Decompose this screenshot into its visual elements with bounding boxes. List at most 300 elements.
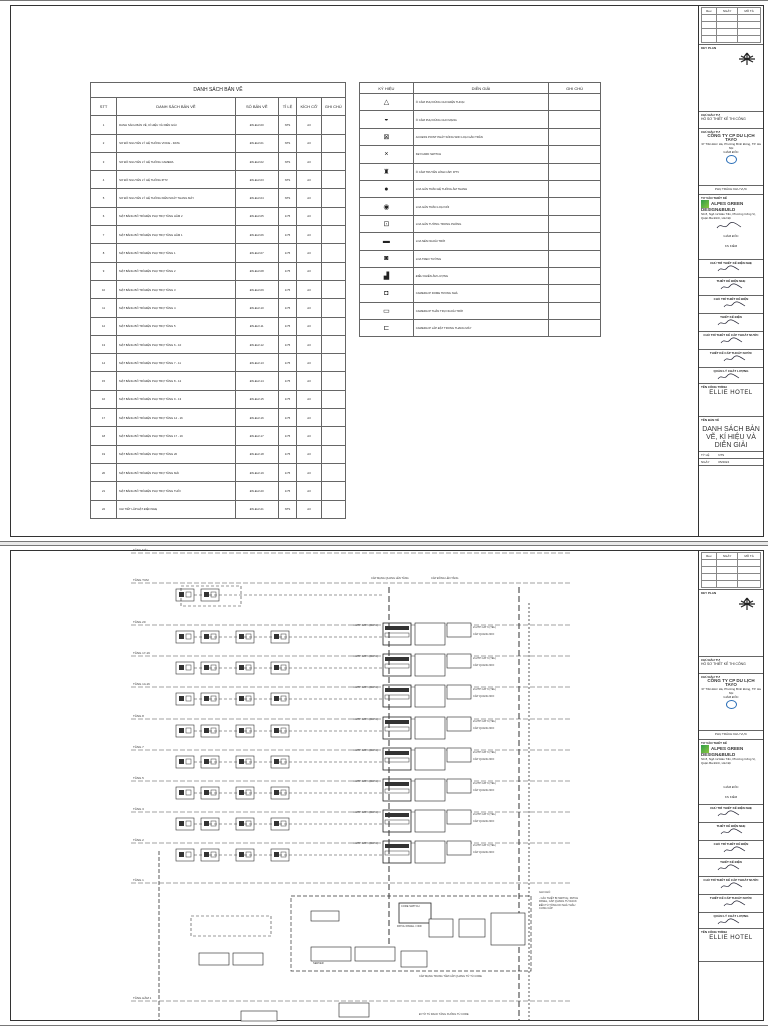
table-cell xyxy=(321,335,345,353)
cable-label: 4xUTP CAT 6 (DATA) xyxy=(353,655,378,658)
table-row xyxy=(91,445,346,463)
outlet-icon xyxy=(179,790,184,795)
rack-detail-box xyxy=(415,779,445,801)
symbol-note xyxy=(549,302,601,319)
table-cell: A3 xyxy=(297,390,321,408)
consultant-address: Số 8, Ngõ 12 Đào Tấn, Phường Cống Vị, Quận Ba Đình, Hà Nội xyxy=(701,212,756,220)
sheet-frame xyxy=(10,550,764,1021)
floor-label: TẦNG 2 xyxy=(133,838,144,842)
owner-label: CHỦ ĐẦU TƯ xyxy=(701,113,720,117)
floor-outlet-box xyxy=(176,589,194,601)
symbol-note xyxy=(549,163,601,180)
cable-label: 4xUTP CAT 6 (DATA) xyxy=(353,811,378,814)
table-cell: ĐN-ELV-07 xyxy=(235,244,278,262)
symbol-header-cell: GHI CHÚ xyxy=(549,83,601,94)
signature-icon xyxy=(720,337,744,345)
symbol-row xyxy=(360,111,601,128)
table-cell: A3 xyxy=(297,317,321,335)
table-cell: 5 xyxy=(91,189,117,207)
list-title: DANH SÁCH BẢN VẼ xyxy=(91,83,346,98)
floor-label: TẦNG 1 xyxy=(133,878,144,882)
role-label: THIẾT KẾ CẤP THOÁT NƯỚC xyxy=(709,351,753,355)
floor-label: TẦNG 3 xyxy=(133,807,144,811)
table-cell xyxy=(321,280,345,298)
director-label: GIÁM ĐỐC xyxy=(723,695,739,699)
rack-detail-box xyxy=(415,623,445,645)
role-label: THIẾT KẾ ĐIỆN xyxy=(720,860,742,864)
cable-label: 2xUTP CAT 6 (TEL) xyxy=(473,626,496,629)
symbol-description: Ổ CẮM PHỤ DÙNG CHO MẠNG xyxy=(413,111,548,128)
table-row xyxy=(91,280,346,298)
table-cell: MẶT BẰNG BỐ TRÍ ĐIỆN PHỤ TRỢ TẦNG 6 - 10 xyxy=(117,335,236,353)
basement-rack-box xyxy=(241,1011,277,1021)
floor-label: TẦNG 14-16 xyxy=(133,682,150,686)
roles-section xyxy=(699,805,763,929)
table-cell: ĐN-ELV-06 xyxy=(235,226,278,244)
volume-control-icon: ▟ xyxy=(360,267,414,284)
signature-icon xyxy=(717,918,741,926)
table-cell: A3 xyxy=(297,134,321,152)
checker-label: KS KIỂM xyxy=(724,244,738,248)
wifi-access-point-icon: ⊠ xyxy=(360,128,414,145)
consultant-label: TƯ VẤN THIẾT KẾ xyxy=(701,196,727,200)
role-label: CHỦ TRÌ THIẾT KẾ ĐIỆN NHẸ xyxy=(710,806,752,810)
drawing-title: DANH SÁCH BẢN VẼ, KÍ HIỆU VÀ DIỄN GIẢI xyxy=(702,426,760,449)
table-cell: 1/75 xyxy=(278,427,296,445)
symbol-header-cell: KÝ HIỆU xyxy=(360,83,414,94)
table-cell: 1/75 xyxy=(278,463,296,481)
table-cell: A3 xyxy=(297,500,321,518)
rev-header: Rev. xyxy=(702,8,717,15)
project-section xyxy=(699,929,763,962)
owner-label: CHỦ ĐẦU TƯ xyxy=(701,658,720,662)
core-label: CORE SWITCH xyxy=(401,905,420,908)
signature-icon xyxy=(717,864,741,872)
floor-label: TẦNG 5 xyxy=(133,776,144,780)
table-cell: A3 xyxy=(297,116,321,134)
table-cell: 20 xyxy=(91,463,117,481)
cable-label: CÁP QUANG 6FO xyxy=(473,727,495,730)
table-cell: A3 xyxy=(297,372,321,390)
symbol-row xyxy=(360,320,601,337)
floor-outlet-box xyxy=(176,662,194,674)
server-box xyxy=(401,951,427,967)
table-cell: A3 xyxy=(297,445,321,463)
sheet-frame xyxy=(10,5,764,537)
table-cell: 22 xyxy=(91,500,117,518)
symbol-note xyxy=(549,233,601,250)
table-cell: MẶT BẰNG BỐ TRÍ ĐIỆN PHỤ TRỢ TẦNG HẦM 2 xyxy=(117,207,236,225)
table-cell: 1/75 xyxy=(278,445,296,463)
designer-label: PHỤ TRÁCH KHU VỰC xyxy=(714,187,748,191)
role-label: CHỦ TRÌ THIẾT KẾ CẤP THOÁT NƯỚC xyxy=(703,333,759,337)
symbol-note xyxy=(549,250,601,267)
table-cell: A3 xyxy=(297,280,321,298)
designer-label: PHỤ TRÁCH KHU VỰC xyxy=(714,732,748,736)
scale-label: TỶ LỆ xyxy=(701,453,710,457)
odf-box xyxy=(447,748,471,762)
table-cell xyxy=(321,463,345,481)
table-cell: ĐN-ELV-12 xyxy=(235,335,278,353)
outlet-icon xyxy=(274,634,279,639)
table-cell: 21 xyxy=(91,482,117,500)
outlet-icon xyxy=(239,759,244,764)
cable-label: CÁP QUANG 6FO xyxy=(473,633,495,636)
table-cell: ĐN-ELV-11 xyxy=(235,317,278,335)
role-label: THIẾT KẾ ĐIỆN NHẸ xyxy=(716,824,746,828)
outlet-icon xyxy=(239,728,244,733)
director2-label: GIÁM ĐỐC xyxy=(723,785,739,789)
project-section xyxy=(699,384,763,417)
cable-label: CÁP QUANG 6FO xyxy=(473,789,495,792)
table-cell: SƠ ĐỒ NGUYÊN LÝ HỆ THỐNG KIỂM SOÁT THANG MÁY xyxy=(117,189,236,207)
table-cell xyxy=(321,445,345,463)
table-cell: 1/75 xyxy=(278,299,296,317)
contractor-address: 37 Trần Đức Hà, Phường Bình Đông, TP. Hà Nội xyxy=(701,142,761,150)
floor-label: TẦNG TUM xyxy=(133,578,149,582)
role-signature-cell xyxy=(699,260,763,278)
table-cell: A3 xyxy=(297,299,321,317)
outlet-icon xyxy=(179,592,184,597)
table-cell xyxy=(321,482,345,500)
table-cell xyxy=(321,299,345,317)
outlet-icon xyxy=(204,665,209,670)
signature-icon xyxy=(720,882,744,890)
north-arrow-icon xyxy=(737,596,757,612)
owner-name: HỒ SƠ THIẾT KẾ THI CÔNG xyxy=(701,662,746,666)
signature-icon xyxy=(717,373,741,381)
server-box xyxy=(355,947,395,961)
revision-section xyxy=(699,551,763,590)
odf-box xyxy=(447,685,471,699)
core-rack-box xyxy=(429,919,453,937)
table-cell xyxy=(321,134,345,152)
director-label: GIÁM ĐỐC xyxy=(723,150,739,154)
odf-box xyxy=(447,779,471,793)
symbol-row xyxy=(360,250,601,267)
title-block xyxy=(698,6,763,536)
table-cell: NTS xyxy=(278,500,296,518)
signature-icon xyxy=(723,301,747,309)
symbol-row xyxy=(360,163,601,180)
contractor-section xyxy=(699,129,763,186)
table-cell: A3 xyxy=(297,207,321,225)
table-cell: ĐN-ELV-18 xyxy=(235,445,278,463)
floor-label: TẦNG 7 xyxy=(133,745,144,749)
core-label: SERVER xyxy=(313,962,324,965)
table-cell: A3 xyxy=(297,482,321,500)
signature-icon xyxy=(720,828,744,836)
table-cell: ĐN-ELV-05 xyxy=(235,207,278,225)
ptz-camera-icon: ⊏ xyxy=(360,320,414,337)
symbol-row xyxy=(360,285,601,302)
symbol-note xyxy=(549,198,601,215)
north-arrow-icon xyxy=(737,51,757,67)
rev-header: MÔ TẢ xyxy=(738,8,761,15)
drawing-sheet-2 xyxy=(0,545,768,1026)
outlet-icon xyxy=(204,696,209,701)
role-label: THIẾT KẾ ĐIỆN xyxy=(720,315,742,319)
symbol-description: CAMERA IP DOME TRONG NHÀ xyxy=(413,285,548,302)
rev-header: MÔ TẢ xyxy=(738,553,761,560)
table-cell: 1 xyxy=(91,116,117,134)
symbol-note xyxy=(549,215,601,232)
table-cell: 1/75 xyxy=(278,335,296,353)
table-cell: 10 xyxy=(91,280,117,298)
scale-section xyxy=(699,452,763,459)
outlet-icon xyxy=(239,665,244,670)
table-cell: MẶT BẰNG BỐ TRÍ ĐIỆN PHỤ TRỢ TẦNG 3 xyxy=(117,280,236,298)
outlet-icon xyxy=(204,728,209,733)
list-title-row xyxy=(91,83,346,98)
table-cell: SƠ ĐỒ NGUYÊN LÝ HỆ THỐNG VOICE - DATA xyxy=(117,134,236,152)
table-cell: 1/75 xyxy=(278,226,296,244)
table-cell: MẶT BẰNG BỐ TRÍ ĐIỆN PHỤ TRỢ TẦNG 8 - 12 xyxy=(117,372,236,390)
role-signature-cell xyxy=(699,296,763,314)
table-row xyxy=(91,207,346,225)
symbol-header-row xyxy=(360,83,601,94)
symbol-description: CAMERA IP LẮP ĐẶT TRONG THANG MÁY xyxy=(413,320,548,337)
table-cell: A3 xyxy=(297,189,321,207)
table-cell xyxy=(321,226,345,244)
contractor-section xyxy=(699,674,763,731)
cable-label: CÁP QUANG 6FO xyxy=(473,664,495,667)
table-cell xyxy=(321,207,345,225)
cable-label: 4xUTP CAT 6 (DATA) xyxy=(353,780,378,783)
keycard-icon: × xyxy=(360,146,414,163)
outlet-icon xyxy=(179,759,184,764)
symbol-description: KEYCARD SWITCH xyxy=(413,146,548,163)
rev-header: Rev. xyxy=(702,553,717,560)
cable-label: 4xUTP CAT 6 (DATA) xyxy=(353,624,378,627)
checker-label: KS KIỂM xyxy=(724,795,738,799)
signature-icon xyxy=(715,221,743,231)
table-cell: 1/75 xyxy=(278,372,296,390)
floor-outlet-box xyxy=(176,725,194,737)
list-header-cell: DANH SÁCH BẢN VẼ xyxy=(117,98,236,116)
role-label: THIẾT KẾ CẤP THOÁT NƯỚC xyxy=(709,896,753,900)
table-cell xyxy=(321,317,345,335)
table-cell: MẶT BẰNG BỐ TRÍ ĐIỆN PHỤ TRỢ TẦNG 2 xyxy=(117,262,236,280)
consultant-section xyxy=(699,740,763,805)
title-block-2 xyxy=(698,551,763,1020)
table-cell: SƠ ĐỒ NGUYÊN LÝ HỆ THỐNG IPTV xyxy=(117,171,236,189)
role-label: CHỦ TRÌ THIẾT KẾ ĐIỆN xyxy=(713,842,749,846)
note-title: GHI CHÚ: xyxy=(539,891,551,894)
table-cell: 15 xyxy=(91,372,117,390)
cable-label: 2xUTP CAT 6 (TEL) xyxy=(473,813,496,816)
role-label: QUẢN LÝ CHẤT LƯỢNG xyxy=(713,914,749,918)
floor-outlet-box xyxy=(176,693,194,705)
list-header-row xyxy=(91,98,346,116)
owner-name: HỒ SƠ THIẾT KẾ THI CÔNG xyxy=(701,117,746,121)
floor-label: TẦNG MÁI xyxy=(133,548,148,552)
project-name: ELLIE HOTEL xyxy=(709,390,753,396)
table-row xyxy=(91,482,346,500)
top-cable-label: CÁP ĐỒNG LÊN TẦNG xyxy=(431,577,459,580)
table-cell: ĐN-ELV-04 xyxy=(235,189,278,207)
role-label: QUẢN LÝ CHẤT LƯỢNG xyxy=(713,369,749,373)
symbol-description: ĐIỀU KHIỂN ÂM LƯỢNG xyxy=(413,267,548,284)
table-cell: A3 xyxy=(297,427,321,445)
drawing-label: TÊN BẢN VẼ xyxy=(701,418,720,422)
table-row xyxy=(91,390,346,408)
table-cell: 17 xyxy=(91,409,117,427)
list-header-cell: GHI CHÚ xyxy=(321,98,345,116)
symbol-row xyxy=(360,128,601,145)
cable-label: 4xUTP CAT 6 (DATA) xyxy=(353,749,378,752)
table-cell: A3 xyxy=(297,409,321,427)
scale-value: NTS xyxy=(718,453,725,457)
outlet-icon xyxy=(204,852,209,857)
revision-table xyxy=(701,7,761,43)
list-header-cell: STT xyxy=(91,98,117,116)
symbol-row xyxy=(360,180,601,197)
table-cell: 13 xyxy=(91,335,117,353)
outlet-icon xyxy=(274,728,279,733)
table-row xyxy=(91,463,346,481)
outlet-icon xyxy=(239,696,244,701)
outlet-icon xyxy=(274,821,279,826)
triangle-outlet-icon: △ xyxy=(360,94,414,111)
wall-speaker-icon: ⊡ xyxy=(360,215,414,232)
outlet-icon xyxy=(239,852,244,857)
table-row xyxy=(91,134,346,152)
table-row xyxy=(91,299,346,317)
outlet-icon xyxy=(179,634,184,639)
table-cell: ĐN-ELV-19 xyxy=(235,463,278,481)
signature-icon xyxy=(723,355,747,363)
symbol-header-cell: DIỄN GIẢI xyxy=(413,83,548,94)
rack-detail-box xyxy=(415,810,445,832)
server-rack-box xyxy=(491,913,525,945)
project-label: TÊN CÔNG TRÌNH xyxy=(701,385,727,389)
symbol-description: LOA GẮN TRẦN HỆ THỐNG ÂM THANH xyxy=(413,180,548,197)
symbol-description: LOA GẮN TƯỜNG TRONG PHÒNG xyxy=(413,215,548,232)
table-cell: 2 xyxy=(91,134,117,152)
role-signature-cell xyxy=(699,332,763,350)
signature-icon xyxy=(717,319,741,327)
cable-label: 2xUTP CAT 6 (TEL) xyxy=(473,688,496,691)
key-plan-section xyxy=(699,45,763,112)
contractor-name: CÔNG TY CP DU LỊCH TAYO xyxy=(707,678,755,687)
key-plan-section xyxy=(699,590,763,657)
outlet-icon xyxy=(274,790,279,795)
signature-icon xyxy=(723,900,747,908)
table-cell: ĐN-ELV-14 xyxy=(235,372,278,390)
bullet-camera-icon: ▭ xyxy=(360,302,414,319)
list-header-cell: TỈ LỆ xyxy=(278,98,296,116)
rack-detail-box xyxy=(415,654,445,676)
consultant-name: ALPES GREEN DESIGN&BUILD xyxy=(701,746,744,757)
table-row xyxy=(91,171,346,189)
table-cell: MẶT BẰNG BỐ TRÍ ĐIỆN PHỤ TRỢ TẦNG THÔI xyxy=(117,482,236,500)
table-cell: 4 xyxy=(91,171,117,189)
table-cell xyxy=(321,152,345,170)
symbol-description: ACCESS POINT PHÁT SÓNG WIFI LOẠI GẮN TRẦN xyxy=(413,128,548,145)
outlet-icon xyxy=(239,634,244,639)
table-cell: 7 xyxy=(91,226,117,244)
symbol-note xyxy=(549,146,601,163)
cable-label: 4xUTP CAT 6 (DATA) xyxy=(353,718,378,721)
outlet-icon xyxy=(204,790,209,795)
floor-outlet-box xyxy=(176,818,194,830)
symbol-row xyxy=(360,198,601,215)
symbol-row xyxy=(360,215,601,232)
key-plan-label: KEY PLAN xyxy=(701,591,717,595)
rack-detail-box xyxy=(415,685,445,707)
table-cell: 1/75 xyxy=(278,280,296,298)
floor1-zone xyxy=(191,916,271,936)
table-cell: NTS xyxy=(278,171,296,189)
designer-section xyxy=(699,731,763,740)
outlet-icon xyxy=(179,821,184,826)
table-cell: A3 xyxy=(297,171,321,189)
table-cell: A3 xyxy=(297,463,321,481)
table-cell: ĐN-ELV-10 xyxy=(235,299,278,317)
core-label: PATCH PANEL / ODF xyxy=(397,925,422,928)
drawing-list-table xyxy=(90,82,346,519)
owner-section xyxy=(699,112,763,129)
signature-icon xyxy=(717,810,741,818)
table-cell: A3 xyxy=(297,152,321,170)
role-signature-cell xyxy=(699,895,763,913)
server-box xyxy=(311,947,351,961)
role-signature-cell xyxy=(699,841,763,859)
table-row xyxy=(91,409,346,427)
drawing-title-section xyxy=(699,417,763,452)
odf-box xyxy=(447,654,471,668)
outlet-icon xyxy=(179,728,184,733)
table-cell: 1/75 xyxy=(278,244,296,262)
symbol-note xyxy=(549,285,601,302)
contractor-name: CÔNG TY CP DU LỊCH TAYO xyxy=(707,133,755,142)
table-cell: ĐN-ELV-20 xyxy=(235,482,278,500)
wall-mounted-speaker-icon: ◙ xyxy=(360,250,414,267)
symbol-description: LOA TREO TƯỜNG xyxy=(413,250,548,267)
table-cell: CHI TIẾT LẮP ĐẶT ĐIỆN NHẸ xyxy=(117,500,236,518)
table-cell: ĐN-ELV-17 xyxy=(235,427,278,445)
table-cell: 1/75 xyxy=(278,482,296,500)
key-plan-label: KEY PLAN xyxy=(701,46,717,50)
table-cell: 16 xyxy=(91,390,117,408)
table-cell: A3 xyxy=(297,226,321,244)
outlet-icon xyxy=(179,665,184,670)
table-row xyxy=(91,116,346,134)
director2-label: GIÁM ĐỐC xyxy=(723,234,739,238)
outlet-icon xyxy=(239,821,244,826)
cable-label: 2xUTP CAT 6 (TEL) xyxy=(473,751,496,754)
bottom-label: ĐI TỪ TỦ RACK TẦNG XUỐNG TỦ CORE xyxy=(419,1013,469,1016)
cable-label: CÁP QUANG 6FO xyxy=(473,851,495,854)
role-signature-cell xyxy=(699,913,763,929)
symbol-row xyxy=(360,233,601,250)
outlet-icon xyxy=(274,696,279,701)
outlet-icon xyxy=(179,696,184,701)
cable-label: CÁP QUANG 6FO xyxy=(473,758,495,761)
table-cell: 1/75 xyxy=(278,317,296,335)
rev-header: NGÀY xyxy=(717,553,738,560)
table-cell xyxy=(321,171,345,189)
table-row xyxy=(91,335,346,353)
role-signature-cell xyxy=(699,823,763,841)
table-cell xyxy=(321,116,345,134)
table-cell: 11 xyxy=(91,299,117,317)
table-cell xyxy=(321,372,345,390)
table-cell: ĐN-ELV-15 xyxy=(235,390,278,408)
symbol-legend-table xyxy=(359,82,601,337)
table-cell: 1/75 xyxy=(278,207,296,225)
